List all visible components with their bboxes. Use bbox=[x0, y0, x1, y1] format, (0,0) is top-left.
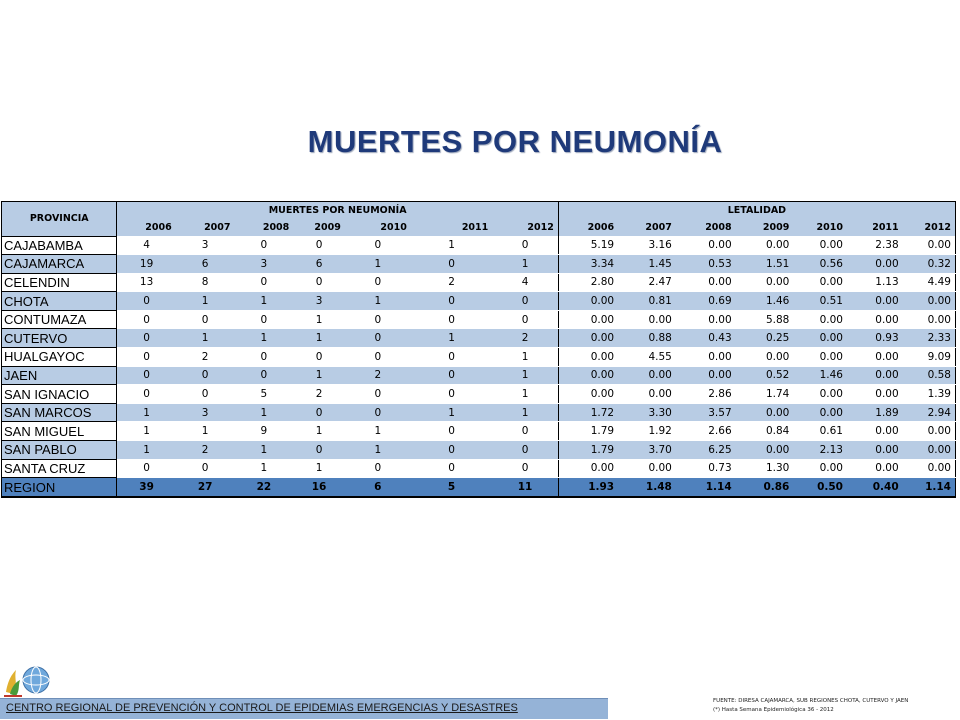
deaths-cell: 0 bbox=[345, 459, 411, 478]
deaths-cell: 0 bbox=[492, 459, 558, 478]
lethality-cell: 0.00 bbox=[736, 273, 794, 292]
deaths-cell: 0 bbox=[345, 273, 411, 292]
lethality-cell: 0.56 bbox=[793, 255, 847, 274]
deaths-cell: 0 bbox=[345, 236, 411, 255]
header-provincia: PROVINCIA bbox=[2, 202, 117, 237]
province-name: SAN PABLO bbox=[2, 441, 117, 460]
lethality-cell: 0.00 bbox=[676, 310, 736, 329]
lethality-cell: 0.00 bbox=[676, 236, 736, 255]
lethality-cell: 0.00 bbox=[903, 292, 956, 311]
header-letalidad-year: 2012 bbox=[903, 219, 956, 236]
total-row bbox=[2, 478, 956, 497]
header-muertes-year: 2012 bbox=[492, 219, 558, 236]
province-name: SAN MIGUEL bbox=[2, 422, 117, 441]
lethality-cell: 0.50 bbox=[793, 478, 847, 497]
lethality-cell: 0.00 bbox=[847, 422, 903, 441]
lethality-cell: 0.00 bbox=[847, 459, 903, 478]
lethality-cell: 0.43 bbox=[676, 329, 736, 348]
lethality-cell: 0.00 bbox=[903, 236, 956, 255]
deaths-cell: 0 bbox=[235, 366, 294, 385]
province-name: SAN IGNACIO bbox=[2, 385, 117, 404]
province-name: SANTA CRUZ bbox=[2, 459, 117, 478]
header-letalidad-year: 2010 bbox=[793, 219, 847, 236]
table-row bbox=[2, 422, 956, 441]
header-letalidad-year: 2006 bbox=[558, 219, 618, 236]
deaths-cell: 1 bbox=[176, 292, 235, 311]
lethality-cell: 0.00 bbox=[847, 366, 903, 385]
province-name: CAJAMARCA bbox=[2, 255, 117, 274]
deaths-cell: 5 bbox=[411, 478, 492, 497]
lethality-cell: 0.84 bbox=[736, 422, 794, 441]
table-row bbox=[2, 236, 956, 255]
lethality-cell: 0.00 bbox=[676, 366, 736, 385]
table-row bbox=[2, 385, 956, 404]
lethality-cell: 0.00 bbox=[618, 385, 676, 404]
deaths-cell: 1 bbox=[117, 403, 176, 422]
deaths-cell: 1 bbox=[411, 403, 492, 422]
province-name: REGION bbox=[2, 478, 117, 497]
deaths-cell: 2 bbox=[176, 441, 235, 460]
deaths-cell: 0 bbox=[293, 348, 345, 367]
lethality-cell: 0.58 bbox=[903, 366, 956, 385]
lethality-cell: 0.00 bbox=[793, 236, 847, 255]
deaths-cell: 1 bbox=[492, 385, 558, 404]
header-letalidad: LETALIDAD bbox=[558, 202, 955, 220]
deaths-cell: 22 bbox=[235, 478, 294, 497]
deaths-cell: 2 bbox=[492, 329, 558, 348]
lethality-cell: 0.53 bbox=[676, 255, 736, 274]
deaths-cell: 5 bbox=[235, 385, 294, 404]
deaths-cell: 27 bbox=[176, 478, 235, 497]
lethality-cell: 0.00 bbox=[618, 459, 676, 478]
lethality-cell: 0.88 bbox=[618, 329, 676, 348]
deaths-cell: 1 bbox=[345, 255, 411, 274]
deaths-cell: 16 bbox=[293, 478, 345, 497]
lethality-cell: 6.25 bbox=[676, 441, 736, 460]
deaths-cell: 0 bbox=[345, 385, 411, 404]
deaths-cell: 0 bbox=[345, 403, 411, 422]
deaths-cell: 0 bbox=[411, 255, 492, 274]
lethality-cell: 1.13 bbox=[847, 273, 903, 292]
header-row-groups bbox=[2, 202, 956, 220]
lethality-cell: 1.51 bbox=[736, 255, 794, 274]
deaths-cell: 1 bbox=[492, 403, 558, 422]
deaths-cell: 0 bbox=[117, 329, 176, 348]
lethality-cell: 1.14 bbox=[903, 478, 956, 497]
province-name: CONTUMAZA bbox=[2, 310, 117, 329]
lethality-cell: 1.74 bbox=[736, 385, 794, 404]
header-muertes-year: 2007 bbox=[176, 219, 235, 236]
lethality-cell: 0.00 bbox=[736, 441, 794, 460]
deaths-cell: 0 bbox=[411, 422, 492, 441]
header-letalidad-year: 2007 bbox=[618, 219, 676, 236]
lethality-cell: 0.00 bbox=[847, 292, 903, 311]
page-title: MUERTES POR NEUMONÍA bbox=[307, 124, 723, 159]
data-table bbox=[1, 201, 956, 498]
lethality-cell: 0.00 bbox=[793, 403, 847, 422]
table-row bbox=[2, 403, 956, 422]
lethality-cell: 0.00 bbox=[903, 459, 956, 478]
table-row bbox=[2, 329, 956, 348]
header-muertes-year: 2011 bbox=[411, 219, 492, 236]
deaths-cell: 1 bbox=[492, 366, 558, 385]
footer-bar bbox=[0, 698, 608, 719]
table-row bbox=[2, 292, 956, 311]
source-note bbox=[713, 697, 908, 715]
header-letalidad-year: 2009 bbox=[736, 219, 794, 236]
deaths-cell: 6 bbox=[176, 255, 235, 274]
lethality-cell: 0.00 bbox=[793, 273, 847, 292]
lethality-cell: 0.00 bbox=[793, 348, 847, 367]
deaths-cell: 3 bbox=[293, 292, 345, 311]
lethality-cell: 2.66 bbox=[676, 422, 736, 441]
province-name: CHOTA bbox=[2, 292, 117, 311]
table-row bbox=[2, 273, 956, 292]
table-body bbox=[2, 236, 956, 497]
deaths-cell: 1 bbox=[293, 422, 345, 441]
deaths-cell: 9 bbox=[235, 422, 294, 441]
source-line-1: FUENTE: DIRESA CAJAMARCA, SUB REGIONES CHOTA, CUTERVO Y JAEN bbox=[713, 698, 909, 704]
deaths-cell: 0 bbox=[176, 310, 235, 329]
deaths-cell: 0 bbox=[293, 236, 345, 255]
deaths-cell: 6 bbox=[293, 255, 345, 274]
lethality-cell: 2.47 bbox=[618, 273, 676, 292]
lethality-cell: 0.00 bbox=[676, 348, 736, 367]
lethality-cell: 1.92 bbox=[618, 422, 676, 441]
lethality-cell: 0.81 bbox=[618, 292, 676, 311]
lethality-cell: 0.00 bbox=[903, 310, 956, 329]
deaths-cell: 0 bbox=[492, 310, 558, 329]
lethality-cell: 0.00 bbox=[736, 403, 794, 422]
table-row bbox=[2, 348, 956, 367]
deaths-cell: 0 bbox=[345, 329, 411, 348]
province-name: HUALGAYOC bbox=[2, 348, 117, 367]
lethality-cell: 2.86 bbox=[676, 385, 736, 404]
lethality-cell: 1.93 bbox=[558, 478, 618, 497]
lethality-cell: 0.00 bbox=[793, 329, 847, 348]
deaths-cell: 4 bbox=[492, 273, 558, 292]
lethality-cell: 0.73 bbox=[676, 459, 736, 478]
lethality-cell: 0.00 bbox=[793, 459, 847, 478]
deaths-cell: 0 bbox=[345, 348, 411, 367]
deaths-cell: 2 bbox=[345, 366, 411, 385]
header-row-years bbox=[2, 219, 956, 236]
deaths-cell: 1 bbox=[411, 236, 492, 255]
lethality-cell: 0.00 bbox=[736, 236, 794, 255]
deaths-cell: 0 bbox=[492, 236, 558, 255]
lethality-cell: 9.09 bbox=[903, 348, 956, 367]
deaths-cell: 1 bbox=[345, 292, 411, 311]
province-name: JAEN bbox=[2, 366, 117, 385]
deaths-cell: 3 bbox=[176, 236, 235, 255]
table-row bbox=[2, 310, 956, 329]
footer-text: CENTRO REGIONAL DE PREVENCIÓN Y CONTROL DE EPIDEMIAS EMERGENCIAS Y DESASTRES bbox=[6, 702, 518, 714]
deaths-cell: 0 bbox=[293, 403, 345, 422]
deaths-cell: 13 bbox=[117, 273, 176, 292]
lethality-cell: 0.52 bbox=[736, 366, 794, 385]
source-line-2: (*) Hasta Semana Epidemiológica 36 - 2012 bbox=[713, 707, 834, 713]
deaths-cell: 0 bbox=[345, 310, 411, 329]
deaths-cell: 4 bbox=[117, 236, 176, 255]
lethality-cell: 1.79 bbox=[558, 441, 618, 460]
deaths-cell: 1 bbox=[235, 292, 294, 311]
lethality-cell: 0.00 bbox=[618, 310, 676, 329]
lethality-cell: 0.00 bbox=[847, 310, 903, 329]
deaths-cell: 0 bbox=[411, 385, 492, 404]
deaths-cell: 0 bbox=[235, 273, 294, 292]
deaths-cell: 0 bbox=[117, 385, 176, 404]
lethality-cell: 0.32 bbox=[903, 255, 956, 274]
header-muertes: MUERTES POR NEUMONÍA bbox=[117, 202, 558, 220]
lethality-cell: 1.30 bbox=[736, 459, 794, 478]
province-name: CAJABAMBA bbox=[2, 236, 117, 255]
deaths-cell: 1 bbox=[293, 310, 345, 329]
deaths-cell: 0 bbox=[235, 310, 294, 329]
lethality-cell: 0.00 bbox=[558, 385, 618, 404]
lethality-cell: 0.00 bbox=[558, 292, 618, 311]
lethality-cell: 1.72 bbox=[558, 403, 618, 422]
deaths-cell: 0 bbox=[293, 273, 345, 292]
deaths-cell: 1 bbox=[235, 329, 294, 348]
lethality-cell: 3.70 bbox=[618, 441, 676, 460]
province-name: CELENDIN bbox=[2, 273, 117, 292]
lethality-cell: 4.49 bbox=[903, 273, 956, 292]
lethality-cell: 3.34 bbox=[558, 255, 618, 274]
lethality-cell: 5.88 bbox=[736, 310, 794, 329]
header-muertes-year: 2008 bbox=[235, 219, 294, 236]
deaths-cell: 1 bbox=[235, 441, 294, 460]
lethality-cell: 0.00 bbox=[847, 255, 903, 274]
lethality-cell: 0.69 bbox=[676, 292, 736, 311]
table-row bbox=[2, 366, 956, 385]
deaths-cell: 1 bbox=[235, 403, 294, 422]
deaths-cell: 0 bbox=[492, 422, 558, 441]
lethality-cell: 0.00 bbox=[558, 348, 618, 367]
lethality-cell: 0.00 bbox=[793, 385, 847, 404]
lethality-cell: 0.93 bbox=[847, 329, 903, 348]
deaths-cell: 2 bbox=[176, 348, 235, 367]
lethality-cell: 2.80 bbox=[558, 273, 618, 292]
deaths-cell: 0 bbox=[492, 441, 558, 460]
header-letalidad-year: 2011 bbox=[847, 219, 903, 236]
lethality-cell: 0.00 bbox=[558, 329, 618, 348]
deaths-cell: 1 bbox=[293, 366, 345, 385]
deaths-cell: 0 bbox=[117, 366, 176, 385]
deaths-cell: 0 bbox=[411, 292, 492, 311]
lethality-cell: 1.39 bbox=[903, 385, 956, 404]
deaths-cell: 1 bbox=[492, 255, 558, 274]
lethality-cell: 5.19 bbox=[558, 236, 618, 255]
deaths-cell: 0 bbox=[235, 236, 294, 255]
deaths-cell: 0 bbox=[176, 366, 235, 385]
header-muertes-year: 2010 bbox=[345, 219, 411, 236]
lethality-cell: 2.38 bbox=[847, 236, 903, 255]
lethality-cell: 0.51 bbox=[793, 292, 847, 311]
lethality-cell: 1.45 bbox=[618, 255, 676, 274]
lethality-cell: 0.00 bbox=[736, 348, 794, 367]
lethality-cell: 0.00 bbox=[558, 310, 618, 329]
deaths-cell: 1 bbox=[235, 459, 294, 478]
lethality-cell: 1.14 bbox=[676, 478, 736, 497]
lethality-cell: 0.00 bbox=[618, 366, 676, 385]
lethality-cell: 1.79 bbox=[558, 422, 618, 441]
lethality-cell: 1.46 bbox=[736, 292, 794, 311]
deaths-cell: 0 bbox=[411, 366, 492, 385]
deaths-cell: 0 bbox=[411, 441, 492, 460]
lethality-cell: 0.25 bbox=[736, 329, 794, 348]
deaths-cell: 11 bbox=[492, 478, 558, 497]
lethality-cell: 3.30 bbox=[618, 403, 676, 422]
deaths-cell: 1 bbox=[176, 329, 235, 348]
lethality-cell: 0.86 bbox=[736, 478, 794, 497]
lethality-cell: 0.00 bbox=[847, 348, 903, 367]
deaths-cell: 1 bbox=[293, 459, 345, 478]
deaths-cell: 1 bbox=[117, 422, 176, 441]
lethality-cell: 0.00 bbox=[847, 441, 903, 460]
lethality-cell: 2.13 bbox=[793, 441, 847, 460]
deaths-cell: 0 bbox=[117, 292, 176, 311]
deaths-cell: 1 bbox=[492, 348, 558, 367]
deaths-cell: 1 bbox=[345, 441, 411, 460]
header-muertes-year: 2006 bbox=[117, 219, 176, 236]
lethality-cell: 3.16 bbox=[618, 236, 676, 255]
deaths-cell: 0 bbox=[235, 348, 294, 367]
data-table-container bbox=[1, 201, 956, 498]
lethality-cell: 1.48 bbox=[618, 478, 676, 497]
header-letalidad-year: 2008 bbox=[676, 219, 736, 236]
deaths-cell: 0 bbox=[117, 310, 176, 329]
deaths-cell: 3 bbox=[235, 255, 294, 274]
deaths-cell: 1 bbox=[293, 329, 345, 348]
lethality-cell: 0.00 bbox=[558, 459, 618, 478]
deaths-cell: 0 bbox=[293, 441, 345, 460]
deaths-cell: 8 bbox=[176, 273, 235, 292]
deaths-cell: 0 bbox=[176, 385, 235, 404]
lethality-cell: 0.40 bbox=[847, 478, 903, 497]
lethality-cell: 0.00 bbox=[558, 366, 618, 385]
table-row bbox=[2, 441, 956, 460]
province-name: CUTERVO bbox=[2, 329, 117, 348]
lethality-cell: 0.00 bbox=[793, 310, 847, 329]
deaths-cell: 1 bbox=[117, 441, 176, 460]
lethality-cell: 3.57 bbox=[676, 403, 736, 422]
deaths-cell: 2 bbox=[411, 273, 492, 292]
deaths-cell: 0 bbox=[411, 459, 492, 478]
deaths-cell: 0 bbox=[492, 292, 558, 311]
lethality-cell: 1.89 bbox=[847, 403, 903, 422]
lethality-cell: 0.00 bbox=[676, 273, 736, 292]
deaths-cell: 0 bbox=[411, 348, 492, 367]
deaths-cell: 1 bbox=[411, 329, 492, 348]
table-row bbox=[2, 255, 956, 274]
lethality-cell: 0.61 bbox=[793, 422, 847, 441]
deaths-cell: 3 bbox=[176, 403, 235, 422]
lethality-cell: 0.00 bbox=[903, 422, 956, 441]
deaths-cell: 0 bbox=[117, 348, 176, 367]
table-row bbox=[2, 459, 956, 478]
lethality-cell: 1.46 bbox=[793, 366, 847, 385]
deaths-cell: 19 bbox=[117, 255, 176, 274]
deaths-cell: 0 bbox=[411, 310, 492, 329]
deaths-cell: 1 bbox=[176, 422, 235, 441]
deaths-cell: 2 bbox=[293, 385, 345, 404]
lethality-cell: 4.55 bbox=[618, 348, 676, 367]
lethality-cell: 2.94 bbox=[903, 403, 956, 422]
deaths-cell: 0 bbox=[117, 459, 176, 478]
deaths-cell: 1 bbox=[345, 422, 411, 441]
deaths-cell: 6 bbox=[345, 478, 411, 497]
lethality-cell: 2.33 bbox=[903, 329, 956, 348]
lethality-cell: 0.00 bbox=[847, 385, 903, 404]
logo-icon bbox=[2, 662, 50, 698]
deaths-cell: 39 bbox=[117, 478, 176, 497]
header-muertes-year: 2009 bbox=[293, 219, 345, 236]
deaths-cell: 0 bbox=[176, 459, 235, 478]
lethality-cell: 0.00 bbox=[903, 441, 956, 460]
province-name: SAN MARCOS bbox=[2, 403, 117, 422]
